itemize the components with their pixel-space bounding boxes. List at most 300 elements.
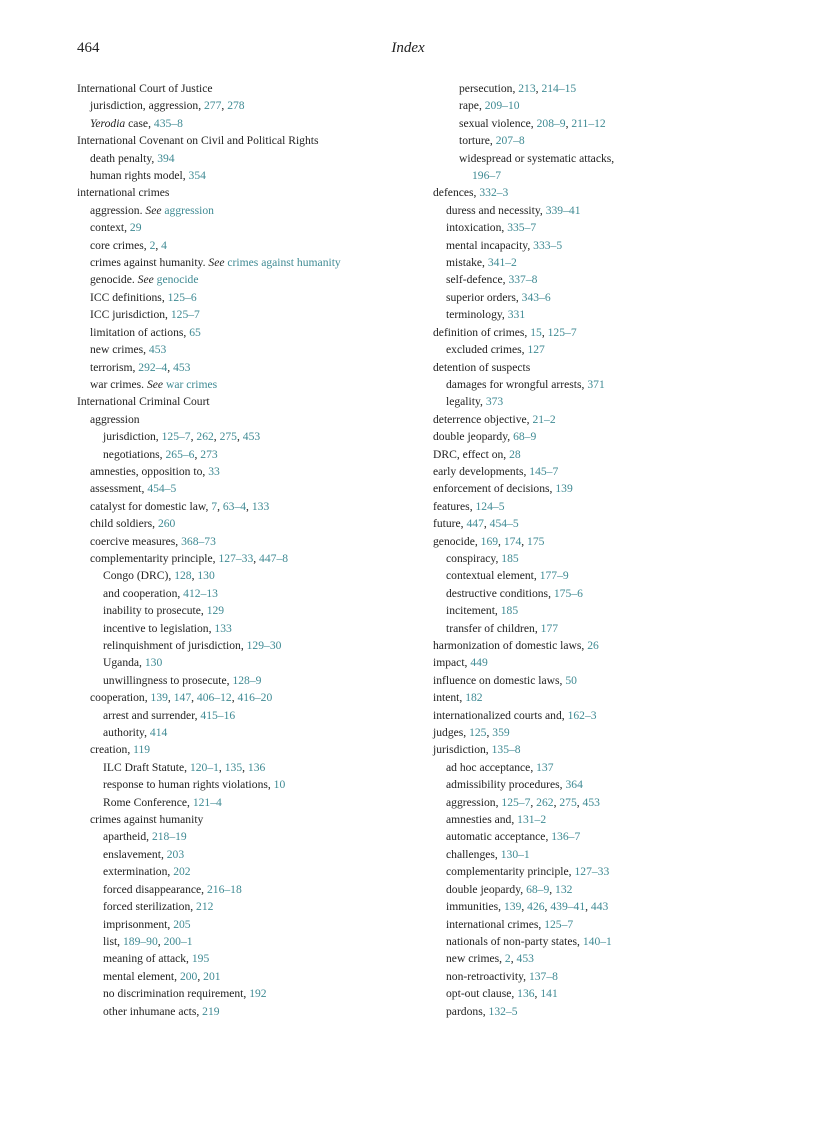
italic-text: See	[146, 377, 164, 391]
page-reference-link[interactable]: 21–2	[532, 412, 556, 426]
entry-text: apartheid,	[103, 830, 152, 844]
index-subentry	[77, 794, 417, 811]
page-reference-link[interactable]: 453	[582, 795, 600, 809]
index-subentry	[433, 167, 773, 184]
page-reference-link[interactable]: 341–2	[487, 256, 517, 270]
page-reference-link[interactable]: 63–4	[222, 499, 247, 513]
page-reference-link[interactable]: 211–12	[571, 116, 606, 130]
entry-text: creation,	[90, 743, 134, 757]
page-reference-link[interactable]: 453	[148, 343, 167, 357]
page-reference-link[interactable]: 414	[149, 726, 168, 740]
entry-text: case,	[125, 116, 154, 130]
index-heading	[77, 132, 417, 149]
entry-text: International Covenant on Civil and Political Rights	[77, 134, 319, 148]
index-heading	[433, 672, 773, 689]
page-reference-link[interactable]: 135–8	[491, 743, 521, 757]
index-heading	[77, 80, 417, 97]
page-reference-link[interactable]: 219	[202, 1004, 220, 1018]
page-reference-link[interactable]: 139	[150, 691, 168, 705]
page-reference-link[interactable]: 203	[166, 847, 185, 861]
index-subentry	[77, 933, 417, 950]
entry-text: meaning of attack,	[103, 952, 192, 966]
page-reference-link[interactable]: 454–5	[489, 517, 519, 531]
page-reference-link[interactable]: 125–7	[547, 325, 577, 339]
page-reference-link[interactable]: 415–16	[200, 708, 236, 722]
index-subentry	[77, 480, 417, 497]
page-reference-link[interactable]: crimes against humanity	[227, 256, 341, 270]
entry-text: core crimes,	[90, 238, 150, 252]
page-reference-link[interactable]: 15	[530, 325, 542, 339]
index-subentry	[77, 533, 417, 550]
page-reference-link[interactable]: 209–10	[484, 99, 520, 113]
page-reference-link[interactable]: 331	[507, 308, 526, 322]
entry-text: crimes against humanity	[90, 813, 204, 827]
page-reference-link[interactable]: 200–1	[163, 934, 193, 948]
index-subentry	[433, 271, 773, 288]
page-reference-link[interactable]: 177–9	[539, 569, 569, 583]
page-reference-link[interactable]: 133	[251, 499, 270, 513]
entry-text: ,	[498, 534, 504, 548]
index-subentry	[77, 585, 417, 602]
page-reference-link[interactable]: 337–8	[508, 273, 538, 287]
page-reference-link[interactable]: 359	[492, 726, 510, 740]
page-reference-link[interactable]: 130–1	[500, 847, 530, 861]
index-subentry	[433, 150, 773, 167]
entry-text: ,	[246, 499, 252, 513]
entry-text: Rome Conference,	[103, 795, 193, 809]
page-reference-link[interactable]: 447–8	[259, 551, 289, 565]
page-reference-link[interactable]: 174	[503, 534, 522, 548]
page-reference-link[interactable]: 354	[188, 169, 206, 183]
page-reference-link[interactable]: 131–2	[517, 813, 547, 827]
entry-text: authority,	[103, 726, 150, 740]
index-heading	[433, 359, 773, 376]
index-subentry	[77, 881, 417, 898]
index-subentry	[77, 654, 417, 671]
index-column-right	[433, 80, 773, 1020]
index-heading	[433, 689, 773, 706]
page-reference-link[interactable]: 33	[208, 464, 220, 478]
page-reference-link[interactable]: 426	[527, 900, 545, 914]
page-reference-link[interactable]: 28	[509, 447, 521, 461]
page-reference-link[interactable]: 192	[249, 987, 267, 1001]
page-reference-link[interactable]: 439–41	[550, 900, 586, 914]
entry-text: opt-out clause,	[446, 987, 518, 1001]
entry-text: inability to prosecute,	[103, 604, 207, 618]
page-reference-link[interactable]: 182	[465, 691, 483, 705]
page-reference-link[interactable]: aggression	[164, 203, 214, 217]
entry-text: ,	[541, 325, 548, 339]
entry-text: catalyst for domestic law,	[90, 499, 212, 513]
index-subentry	[77, 498, 417, 515]
entry-text: ,	[530, 795, 537, 809]
index-heading	[433, 324, 773, 341]
page-reference-link[interactable]: 216–18	[206, 882, 242, 896]
entry-text: torture,	[459, 134, 496, 148]
page-reference-link[interactable]: 195	[191, 952, 210, 966]
page-reference-link[interactable]: 65	[189, 325, 201, 339]
index-subentry	[77, 620, 417, 637]
index-subentry	[433, 759, 773, 776]
page-reference-link[interactable]: 333–5	[533, 238, 563, 252]
entry-text: ,	[194, 447, 201, 461]
page-reference-link[interactable]: genocide	[156, 273, 199, 287]
index-column-left	[77, 80, 417, 1020]
entry-text: enslavement,	[103, 847, 167, 861]
entry-text: aggression.	[90, 203, 146, 217]
page-reference-link[interactable]: 129–30	[246, 639, 282, 652]
index-heading	[433, 741, 773, 758]
entry-text: pardons,	[446, 1004, 489, 1018]
index-subentry	[77, 515, 417, 532]
entry-text: incentive to legislation,	[103, 621, 215, 635]
page-reference-link[interactable]: 4	[161, 238, 167, 252]
entry-text: DRC, effect on,	[433, 447, 510, 461]
page-reference-link[interactable]: 162–3	[567, 708, 597, 722]
index-subentry	[433, 881, 773, 898]
index-subentry	[433, 846, 773, 863]
page-reference-link[interactable]: 50	[565, 673, 577, 687]
entry-text: relinquishment of jurisdiction,	[103, 639, 247, 652]
index-subentry	[433, 1003, 773, 1020]
index-subentry	[433, 219, 773, 236]
index-heading	[77, 184, 417, 201]
index-subentry	[433, 306, 773, 323]
page-reference-link[interactable]: 139	[503, 900, 522, 914]
page-reference-link[interactable]: 275	[219, 430, 237, 444]
index-heading	[433, 184, 773, 201]
page-reference-link[interactable]: 406–12	[196, 691, 232, 705]
index-subentry	[433, 898, 773, 915]
entry-text: detention of suspects	[433, 360, 531, 374]
entry-text: ICC definitions,	[90, 290, 168, 304]
index-subentry	[433, 968, 773, 985]
index-subentry	[433, 341, 773, 358]
entry-text: international crimes,	[446, 917, 545, 931]
page-reference-link[interactable]: 68–9	[513, 430, 537, 444]
page-reference-link[interactable]: 205	[173, 917, 191, 931]
page-reference-link[interactable]: 137	[536, 760, 554, 774]
page-reference-link[interactable]: 443	[590, 900, 609, 914]
entry-text: mental element,	[103, 969, 180, 983]
page-reference-link[interactable]: 278	[227, 99, 245, 113]
index-subentry	[77, 550, 417, 567]
entry-text: ,	[155, 238, 162, 252]
page-reference-link[interactable]: 2	[149, 238, 156, 252]
entry-text: Congo (DRC),	[103, 569, 175, 583]
page-reference-link[interactable]: 7	[211, 499, 218, 513]
index-heading	[433, 724, 773, 741]
entry-text: influence on domestic laws,	[433, 673, 566, 687]
entry-text: ,	[236, 430, 243, 444]
index-subentry	[77, 306, 417, 323]
page-reference-link[interactable]: 130	[144, 656, 163, 670]
page-reference-link[interactable]: 127–33	[574, 865, 610, 879]
page-reference-link[interactable]: 125–7	[544, 917, 574, 931]
page-reference-link[interactable]: 373	[485, 395, 504, 409]
entry-text: new crimes,	[90, 343, 149, 357]
page-number: 464	[77, 40, 100, 56]
entry-text: new crimes,	[446, 952, 505, 966]
entry-text: conspiracy,	[446, 551, 502, 565]
index-subentry	[77, 985, 417, 1002]
index-subentry	[77, 567, 417, 584]
entry-text: aggression	[90, 412, 140, 426]
entry-text: ,	[197, 969, 204, 983]
entry-text: transfer of children,	[446, 621, 541, 635]
index-subentry	[77, 219, 417, 236]
page-reference-link[interactable]: war crimes	[165, 377, 218, 391]
index-subentry	[433, 376, 773, 393]
entry-text: future,	[433, 517, 467, 531]
entry-text: jurisdiction, aggression,	[90, 99, 204, 113]
entry-text: ,	[213, 430, 220, 444]
entry-text: ,	[585, 900, 591, 914]
page-reference-link[interactable]: 128	[174, 569, 192, 583]
page-reference-link[interactable]: 207–8	[495, 134, 525, 148]
index-subentry	[433, 916, 773, 933]
entry-text: nationals of non-party states,	[446, 934, 583, 948]
index-subentry	[77, 846, 417, 863]
page-reference-link[interactable]: 169	[480, 534, 499, 548]
entry-text: and cooperation,	[103, 586, 184, 600]
page-reference-link[interactable]: 208–9	[536, 116, 566, 130]
entry-text: International Criminal Court	[77, 395, 210, 409]
entry-text: admissibility procedures,	[446, 778, 566, 792]
page-reference-link[interactable]: 412–13	[183, 586, 218, 600]
page-reference-link[interactable]: 214–15	[541, 82, 577, 95]
page-reference-link[interactable]: 416–20	[237, 691, 273, 705]
page-reference-link[interactable]: 119	[133, 743, 151, 757]
index-subentry	[433, 550, 773, 567]
page-reference-link[interactable]: 435–8	[153, 116, 183, 130]
page-reference-link[interactable]: 136	[247, 760, 266, 774]
page-reference-link[interactable]: 262	[536, 795, 554, 809]
entry-text: ,	[544, 900, 551, 914]
page-reference-link[interactable]: 125	[469, 726, 487, 740]
page-reference-link[interactable]: 141	[540, 987, 558, 1001]
index-subentry	[77, 828, 417, 845]
entry-text: other inhumane acts,	[103, 1004, 203, 1018]
page-reference-link[interactable]: 260	[157, 517, 176, 531]
page-reference-link[interactable]: 332–3	[479, 186, 509, 200]
index-subentry	[77, 271, 417, 288]
page-reference-link[interactable]: 140–1	[582, 934, 612, 948]
page-reference-link[interactable]: 200	[179, 969, 198, 983]
page-reference-link[interactable]: 185	[501, 551, 519, 565]
page-reference-link[interactable]: 145–7	[529, 464, 559, 478]
index-subentry	[77, 968, 417, 985]
entry-text: early developments,	[433, 464, 530, 478]
page-reference-link[interactable]: 335–7	[507, 221, 537, 235]
page-reference-link[interactable]: 147	[173, 691, 192, 705]
entry-text: ILC Draft Statute,	[103, 760, 190, 774]
entry-text: war crimes.	[90, 377, 147, 391]
entry-text: jurisdiction,	[103, 430, 162, 444]
index-subentry	[77, 950, 417, 967]
page-reference-link[interactable]: 185	[500, 604, 519, 618]
entry-text: harmonization of domestic laws,	[433, 639, 588, 652]
entry-text: ,	[190, 430, 197, 444]
index-subentry	[77, 1003, 417, 1020]
page-reference-link[interactable]: 68–9	[526, 882, 550, 896]
entry-text: excluded crimes,	[446, 343, 528, 357]
index-subentry	[433, 776, 773, 793]
page-reference-link[interactable]: 273	[200, 447, 218, 461]
entry-text: ,	[486, 726, 493, 740]
entry-text: forced disappearance,	[103, 882, 207, 896]
entry-text: deterrence objective,	[433, 412, 533, 426]
page-reference-link[interactable]: 213	[518, 82, 536, 95]
entry-text: ,	[167, 360, 174, 374]
page-reference-link[interactable]: 136–7	[551, 830, 581, 844]
index-subentry	[433, 828, 773, 845]
page-reference-link[interactable]: 277	[204, 99, 222, 113]
page-reference-link[interactable]: 262	[196, 430, 214, 444]
page-reference-link[interactable]: 133	[214, 621, 232, 635]
page-reference-link[interactable]: 136	[517, 987, 535, 1001]
page-reference-link[interactable]: 26	[587, 639, 599, 652]
page-reference-link[interactable]: 129	[206, 604, 225, 618]
index-subentry	[433, 585, 773, 602]
entry-text: ,	[191, 691, 197, 705]
entry-text: immunities,	[446, 900, 504, 914]
page-reference-link[interactable]: 125–7	[170, 308, 200, 322]
entry-text: forced sterilization,	[103, 900, 197, 914]
index-subentry	[433, 794, 773, 811]
page-reference-link[interactable]: 454–5	[147, 482, 177, 496]
entry-text: rape,	[459, 99, 485, 113]
page-reference-link[interactable]: 125–6	[167, 290, 197, 304]
entry-text: internationalized courts and,	[433, 708, 568, 722]
page-reference-link[interactable]: 139	[555, 482, 573, 496]
page-reference-link[interactable]: 175–6	[553, 586, 583, 600]
page-reference-link[interactable]: 132–5	[488, 1004, 518, 1018]
page-reference-link[interactable]: 2	[504, 952, 511, 966]
page-reference-link[interactable]: 132	[555, 882, 573, 896]
entry-text: ,	[549, 882, 556, 896]
page-reference-link[interactable]: 127	[527, 343, 545, 357]
entry-text: coercive measures,	[90, 534, 182, 548]
entry-text: double jeopardy,	[433, 430, 514, 444]
page-reference-link[interactable]: 137–8	[528, 969, 558, 983]
entry-text: ,	[521, 900, 528, 914]
page-reference-link[interactable]: 120–1	[189, 760, 219, 774]
page-reference-link[interactable]: 364	[565, 778, 583, 792]
entry-text: judges,	[433, 726, 470, 740]
index-subentry	[77, 759, 417, 776]
page-reference-link[interactable]: 201	[203, 969, 221, 983]
entry-text: non-retroactivity,	[446, 969, 529, 983]
page-reference-link[interactable]: 130	[197, 569, 215, 583]
page-reference-link[interactable]: 447	[466, 517, 484, 531]
entry-text: international crimes	[77, 186, 170, 200]
entry-text: contextual element,	[446, 569, 540, 583]
entry-text: ,	[157, 934, 164, 948]
index-subentry	[77, 341, 417, 358]
page-reference-link[interactable]: 128–9	[232, 673, 262, 687]
page-reference-link[interactable]: 394	[157, 151, 175, 165]
entry-text: sexual violence,	[459, 116, 537, 130]
entry-text: complementarity principle,	[446, 865, 575, 879]
index-heading	[433, 480, 773, 497]
page-reference-link[interactable]: 368–73	[181, 534, 216, 548]
page-reference-link[interactable]: 189–90	[122, 934, 158, 948]
page-reference-link[interactable]: 127–33	[218, 551, 254, 565]
italic-text: See	[137, 273, 154, 287]
page-reference-link[interactable]: 196–7	[472, 169, 501, 183]
page-reference-link[interactable]: 453	[242, 430, 261, 444]
index-subentry	[433, 933, 773, 950]
page-reference-link[interactable]: 275	[559, 795, 577, 809]
index-subentry	[433, 620, 773, 637]
page-reference-link[interactable]: 177	[540, 621, 559, 635]
index-subentry	[77, 811, 417, 828]
entry-text: destructive conditions,	[446, 586, 554, 600]
index-subentry	[433, 602, 773, 619]
entry-text: limitation of actions,	[90, 325, 190, 339]
index-subentry	[433, 132, 773, 149]
index-subentry	[433, 237, 773, 254]
page-reference-link[interactable]: 292–4	[138, 360, 168, 374]
page-reference-link[interactable]: 453	[516, 952, 534, 966]
page-reference-link[interactable]: 202	[173, 865, 191, 879]
entry-text: ,	[521, 534, 528, 548]
entry-text: ,	[535, 82, 542, 95]
entry-text: mental incapacity,	[446, 238, 534, 252]
entry-text: intent,	[433, 691, 466, 705]
entry-text: genocide,	[433, 534, 481, 548]
index-subentry	[433, 97, 773, 114]
page-reference-link[interactable]: 453	[173, 360, 191, 374]
page-reference-link[interactable]: 212	[196, 900, 214, 914]
page-reference-link[interactable]: 449	[470, 656, 488, 670]
entry-text: list,	[103, 934, 123, 948]
page-reference-link[interactable]: 29	[129, 221, 142, 235]
index-subentry	[77, 97, 417, 114]
entry-text: mistake,	[446, 256, 488, 270]
entry-text: intoxication,	[446, 221, 508, 235]
index-subentry	[77, 863, 417, 880]
page-reference-link[interactable]: 218–19	[151, 830, 187, 844]
page-reference-link[interactable]: 124–5	[475, 499, 505, 513]
entry-text: complementarity principle,	[90, 551, 219, 565]
entry-text: impact,	[433, 656, 471, 670]
page-reference-link[interactable]: 339–41	[545, 203, 581, 217]
entry-text: damages for wrongful arrests,	[446, 377, 588, 391]
page-reference-link[interactable]: 265–6	[165, 447, 195, 461]
page-reference-link[interactable]: 121–4	[192, 795, 222, 809]
entry-text: death penalty,	[90, 151, 158, 165]
entry-text: imprisonment,	[103, 917, 174, 931]
entry-text: ,	[565, 116, 572, 130]
page-reference-link[interactable]: 135	[224, 760, 243, 774]
index-heading	[433, 654, 773, 671]
entry-text: persecution,	[459, 82, 519, 95]
index-subentry	[77, 707, 417, 724]
page-reference-link[interactable]: 125–7	[501, 795, 531, 809]
entry-text: ,	[191, 569, 198, 583]
page-reference-link[interactable]: 343–6	[521, 290, 551, 304]
page-reference-link[interactable]: 125–7	[161, 430, 191, 444]
entry-text: crimes against humanity.	[90, 256, 209, 270]
page-reference-link[interactable]: 175	[527, 534, 545, 548]
index-subentry	[77, 428, 417, 445]
page-reference-link[interactable]: 10	[273, 778, 286, 792]
index-subentry	[77, 463, 417, 480]
page-reference-link[interactable]: 371	[587, 377, 605, 391]
index-subentry	[433, 202, 773, 219]
